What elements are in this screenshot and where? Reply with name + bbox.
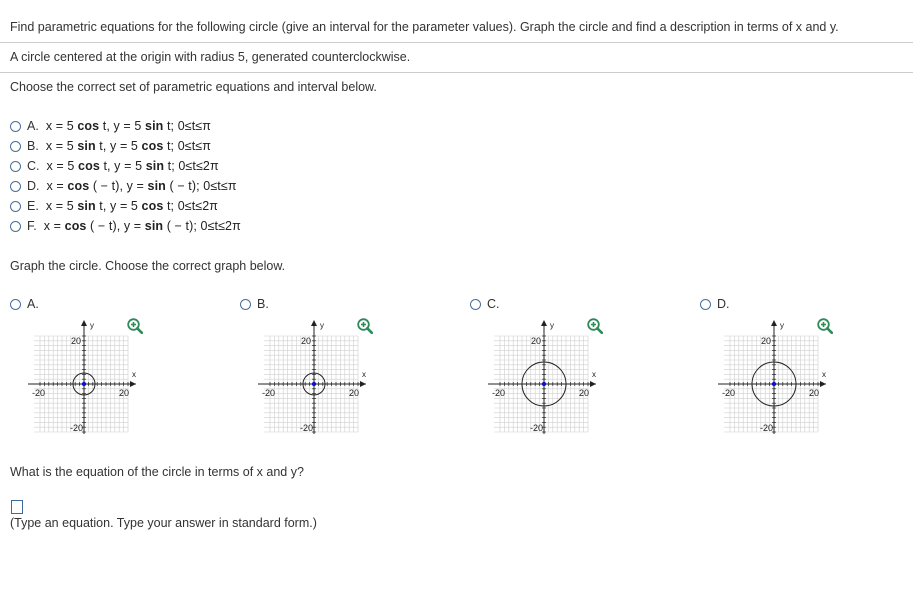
y-prefix: y = <box>126 179 148 193</box>
x-argument: t, <box>99 159 115 173</box>
x-axis-arrow <box>130 381 136 387</box>
x-prefix: x = 5 <box>46 159 79 173</box>
option-letter: F. <box>27 219 37 233</box>
interval: 0≤t≤2π <box>178 159 219 173</box>
x-function: cos <box>77 119 100 133</box>
equation-option-e[interactable] <box>10 197 218 215</box>
y-axis-arrow <box>81 320 87 326</box>
graph-option-a[interactable] <box>10 296 39 312</box>
parametric-equation <box>44 219 241 233</box>
graph-option-c[interactable] <box>470 296 500 312</box>
graph-plot <box>10 318 140 438</box>
center-point <box>542 382 546 386</box>
equation-answer-input[interactable] <box>11 500 23 514</box>
y-axis-label: y <box>320 321 324 330</box>
y-argument: t; <box>163 199 178 213</box>
x-axis-label: x <box>592 370 596 379</box>
option-letter: A. <box>27 119 39 133</box>
parametric-equation <box>46 139 211 153</box>
option-letter: A. <box>27 297 39 311</box>
graph-plot <box>240 318 370 438</box>
radio-button[interactable] <box>10 181 21 192</box>
tick-label-x-negative: -20 <box>32 388 46 398</box>
x-argument: ( − t), <box>89 179 127 193</box>
equation-option-a[interactable] <box>10 117 211 135</box>
tick-label-x-negative: -20 <box>492 388 506 398</box>
part1-instruction: Choose the correct set of parametric equations and interval below. <box>10 80 377 94</box>
graph-plot <box>700 318 830 438</box>
x-argument: t, <box>95 199 111 213</box>
x-axis-arrow <box>820 381 826 387</box>
y-function: sin <box>144 219 164 233</box>
x-function: sin <box>77 139 96 153</box>
interval: 0≤t≤π <box>177 139 211 153</box>
tick-label-x-positive: 20 <box>118 388 129 398</box>
x-prefix: x = <box>43 219 65 233</box>
option-letter: D. <box>27 179 40 193</box>
tick-label-y-negative: -20 <box>759 423 773 433</box>
tick-label-x-negative: -20 <box>262 388 276 398</box>
center-point <box>82 382 86 386</box>
tick-label-y-negative: -20 <box>529 423 543 433</box>
parametric-equation <box>46 199 218 213</box>
tick-label-x-negative: -20 <box>722 388 736 398</box>
y-function: cos <box>141 199 164 213</box>
radio-button[interactable] <box>700 299 711 310</box>
radio-button[interactable] <box>10 161 21 172</box>
question-given: A circle centered at the origin with radius 5, generated counterclockwise. <box>10 50 411 64</box>
radio-button[interactable] <box>470 299 481 310</box>
equation-option-c[interactable] <box>10 157 219 175</box>
option-letter: C. <box>27 159 40 173</box>
radio-button[interactable] <box>10 221 21 232</box>
y-argument: ( − t); <box>163 219 201 233</box>
parametric-equation <box>47 159 219 173</box>
y-prefix: y = 5 <box>110 139 142 153</box>
interval: 0≤t≤2π <box>200 219 241 233</box>
y-function: sin <box>145 119 164 133</box>
parametric-equation <box>47 179 237 193</box>
tick-label-x-positive: 20 <box>578 388 589 398</box>
y-argument: ( − t); <box>165 179 204 193</box>
x-prefix: x = 5 <box>45 139 78 153</box>
x-axis-label: x <box>362 370 366 379</box>
interval: 0≤t≤2π <box>177 199 219 213</box>
option-letter: B. <box>257 297 269 311</box>
y-function: sin <box>145 159 165 173</box>
radio-button[interactable] <box>10 121 21 132</box>
tick-label-y-positive: 20 <box>300 336 311 346</box>
x-function: sin <box>77 199 96 213</box>
tick-label-y-positive: 20 <box>760 336 771 346</box>
tick-label-x-positive: 20 <box>808 388 819 398</box>
x-prefix: x = 5 <box>45 199 78 213</box>
x-axis-arrow <box>590 381 596 387</box>
option-letter: E. <box>27 199 39 213</box>
x-axis-arrow <box>360 381 366 387</box>
center-point <box>312 382 316 386</box>
tick-label-y-negative: -20 <box>299 423 313 433</box>
y-argument: t; <box>164 159 179 173</box>
y-prefix: y = 5 <box>110 199 142 213</box>
x-function: cos <box>64 219 87 233</box>
radio-button[interactable] <box>240 299 251 310</box>
x-argument: t, <box>99 119 114 133</box>
equation-option-b[interactable] <box>10 137 211 155</box>
x-argument: t, <box>95 139 111 153</box>
interval: 0≤t≤π <box>177 119 211 133</box>
part3-hint: (Type an equation. Type your answer in standard form.) <box>10 516 317 530</box>
x-function: cos <box>78 159 100 173</box>
y-axis-label: y <box>780 321 784 330</box>
radio-button[interactable] <box>10 141 21 152</box>
y-axis-arrow <box>311 320 317 326</box>
x-argument: ( − t), <box>86 219 124 233</box>
y-axis-label: y <box>550 321 554 330</box>
option-letter: C. <box>487 297 500 311</box>
tick-label-y-positive: 20 <box>530 336 541 346</box>
option-letter: D. <box>717 297 730 311</box>
x-prefix: x = <box>46 179 68 193</box>
graph-plot <box>470 318 600 438</box>
equation-option-f[interactable] <box>10 217 241 235</box>
y-argument: t; <box>163 139 178 153</box>
y-prefix: y = 5 <box>114 159 146 173</box>
option-letter: B. <box>27 139 39 153</box>
question-prompt: Find parametric equations for the following circle (give an interval for the parameter values). Graph the circle and find a description in terms of x and y. <box>10 20 839 34</box>
center-point <box>772 382 776 386</box>
y-function: cos <box>141 139 164 153</box>
divider-middle <box>0 72 913 73</box>
y-prefix: y = 5 <box>113 119 146 133</box>
parametric-equation <box>46 119 211 133</box>
y-axis-label: y <box>90 321 94 330</box>
y-axis-arrow <box>771 320 777 326</box>
tick-label-y-positive: 20 <box>70 336 81 346</box>
y-prefix: y = <box>123 219 145 233</box>
interval: 0≤t≤π <box>203 179 237 193</box>
tick-label-x-positive: 20 <box>348 388 359 398</box>
x-function: cos <box>67 179 90 193</box>
tick-label-y-negative: -20 <box>69 423 83 433</box>
radio-button[interactable] <box>10 299 21 310</box>
x-axis-label: x <box>132 370 136 379</box>
equation-option-d[interactable] <box>10 177 237 195</box>
y-argument: t; <box>163 119 178 133</box>
graph-option-d[interactable] <box>700 296 730 312</box>
y-axis-arrow <box>541 320 547 326</box>
graph-option-b[interactable] <box>240 296 269 312</box>
radio-button[interactable] <box>10 201 21 212</box>
part2-instruction: Graph the circle. Choose the correct graph below. <box>10 259 286 273</box>
y-function: sin <box>147 179 166 193</box>
x-axis-label: x <box>822 370 826 379</box>
part3-instruction: What is the equation of the circle in terms of x and y? <box>10 465 304 479</box>
x-prefix: x = 5 <box>45 119 78 133</box>
divider-top <box>0 42 913 43</box>
